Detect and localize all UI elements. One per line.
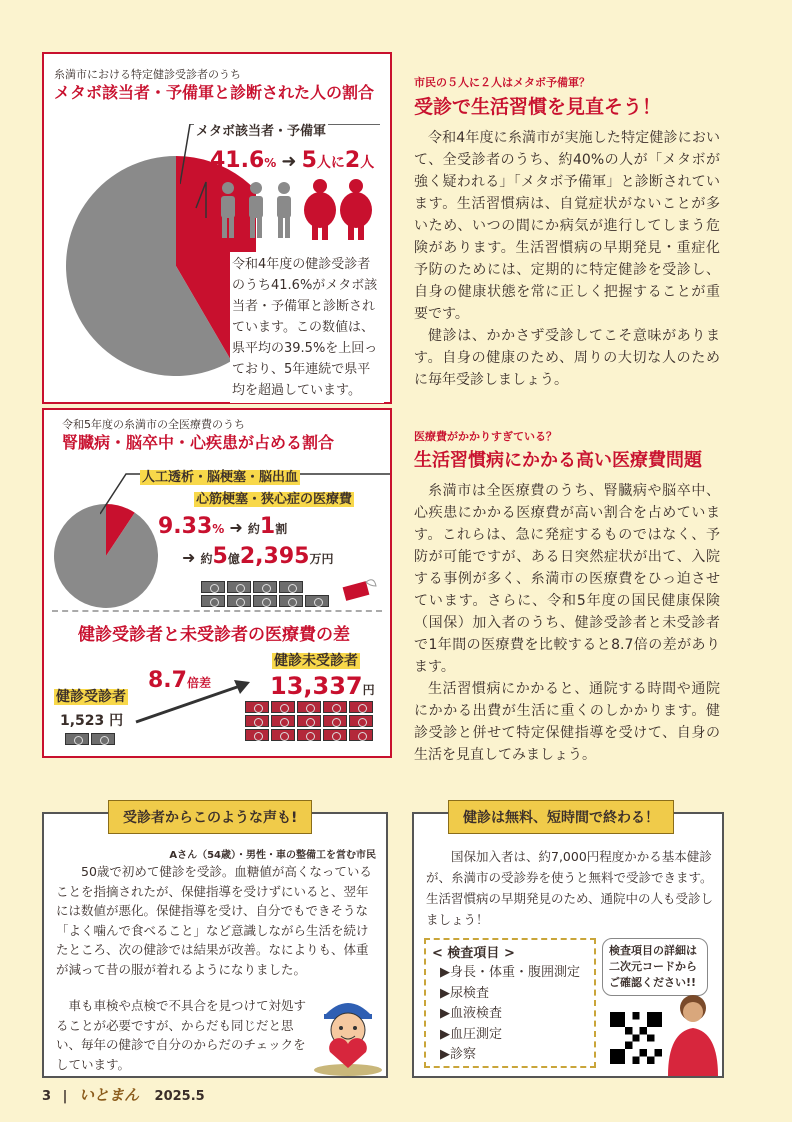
money-icons <box>200 580 340 608</box>
check-item: ▶血圧測定 <box>440 1026 502 1042</box>
bill-icon <box>349 701 373 713</box>
bill-icon <box>297 729 321 741</box>
bill-icon <box>323 715 347 727</box>
medical-stat-1 <box>158 514 287 539</box>
non-receiver-label <box>272 650 360 670</box>
section1-p1: 令和4年度に糸満市が実施した特定健診において、全受診者のうち、約40%の人が「メタボが強く疑われる」「メタボ予備軍」と診断されています。生活習慣病は、自覚症状がないことが多いため、いつの間にか病気が進行してしまう危険があります。生活習慣病の早期発見・重症化予防のためには、定期的に特定健診を受診し、自身の健康状態を常に正しく把握することが重要です。 <box>414 130 720 322</box>
page-number: 3 <box>42 1089 52 1104</box>
metabo-ratio-num2: 2 <box>344 148 361 173</box>
free-tag: 健診は無料、短時間で終わる！ <box>448 800 674 834</box>
bill-icon <box>271 701 295 713</box>
check-item: ▶血液検査 <box>440 1006 502 1021</box>
metabo-label: メタボ該当者・予備軍 <box>194 120 328 139</box>
medical-approx1-num: 1 <box>259 514 276 539</box>
section1-title: 受診で生活習慣を見直そう！ <box>414 96 662 118</box>
voice-p2: 車も車検や点検で不具合を見つけて対処することが必要ですが、からだも同じだと思い、毎年の健診で自分のからだのチェックをしています。 <box>56 998 307 1072</box>
qr-code-icon[interactable] <box>610 1012 662 1064</box>
bill-icon <box>201 595 225 607</box>
bill-icon <box>297 701 321 713</box>
bill-icon <box>271 729 295 741</box>
medical-label1-text: 人工透析・脳梗塞・脳出血 <box>142 470 299 485</box>
metabo-ratio-unit: 人 <box>360 155 375 171</box>
voice-person: Aさん（54歳）・男性・車の整備工を営む市民 <box>169 850 376 861</box>
diff-title: 健診受診者と未受診者の医療費の差 <box>78 625 350 645</box>
footer-separator: | <box>62 1089 68 1104</box>
section1 <box>414 74 720 391</box>
medical-label-2 <box>194 488 354 507</box>
free-panel <box>412 812 724 1078</box>
medical-approx1-unit: 割 <box>275 522 288 536</box>
bill-icon <box>323 729 347 741</box>
footer-date: 2025.5 <box>154 1089 205 1104</box>
metabo-percent: 41.6 <box>210 148 265 173</box>
free-p1: 国保加入者は、約7,000円程度かかる基本健診が、糸満市の受診券を使うと無料で受診できます。生活習慣病の早期発見のため、通院中の人も受診しましょう！ <box>426 849 714 927</box>
metabo-desc: 令和4年度の健診受診者のうち41.6%がメタボ該当者・予備軍と診断されています。この数値は、県平均の39.5%を上回っており、5年連続で県平均を超過しています。 <box>230 252 384 403</box>
check-item: ▶診察 <box>440 1047 476 1062</box>
bill-icon <box>297 715 321 727</box>
receive-label-text: 健診受診者 <box>56 689 126 705</box>
footer-logo: いとまん <box>78 1086 139 1104</box>
arrow-right-icon: ➜ <box>281 151 297 172</box>
medical-approx2-unit: 万円 <box>309 552 334 566</box>
non-unit: 円 <box>362 683 375 697</box>
medical-label2-text: 心筋梗塞・狭心症の医療費 <box>196 492 353 507</box>
bill-icon <box>227 581 251 593</box>
receiver-value: 1,523 円 <box>60 713 124 729</box>
medical-approx2-num1: 5 <box>212 544 228 569</box>
bill-icon <box>271 715 295 727</box>
medical-percent-unit: % <box>212 522 225 536</box>
bill-icon <box>279 595 303 607</box>
bill-icon <box>349 729 373 741</box>
bill-icon <box>253 595 277 607</box>
non-receiver-value <box>270 672 375 700</box>
section1-p2: 健診は、かかさず受診してこそ意味があります。自身の健康のため、周りの大切な人のために毎年受診しましょう。 <box>414 328 720 388</box>
medical-label-1 <box>140 466 300 485</box>
multiple-unit: 倍差 <box>186 676 211 690</box>
medical-panel <box>42 408 392 758</box>
pie-slice-1 <box>54 504 158 608</box>
section1-kicker: 市民の５人に２人はメタボ予備軍？ <box>414 76 590 89</box>
voice-tag: 受診者からこのような声も! <box>108 800 312 834</box>
metabo-ratio-num1: 5 <box>301 148 317 173</box>
medical-approx2-oku: 億 <box>227 552 240 566</box>
voice-panel <box>42 812 388 1078</box>
bill-icon <box>323 701 347 713</box>
multiple-value: 8.7 <box>148 668 187 693</box>
metabo-ratio-mid: 人に <box>316 155 345 171</box>
bill-icon <box>279 581 303 593</box>
voice-p1: 50歳で初めて健診を受診。血糖値が高くなっていることを指摘されたが、保健指導を受けずにいると、翌年には数値が悪化。保健指導を受け、自分でもできそうな「よく噛んで食べること」など意識しながら生活を続けたところ、次の健診では結果が改善。なによりも、体重が減って昔の服が着れるようになりました。 <box>56 864 372 977</box>
metabo-stat <box>210 148 374 173</box>
bill-icon <box>305 595 329 607</box>
check-items-box <box>424 938 596 1068</box>
bill-icon <box>349 715 373 727</box>
medical-approx1-pre: 約 <box>247 522 260 536</box>
check-item: ▶尿検査 <box>440 985 489 1001</box>
medical-percent: 9.33 <box>158 514 213 539</box>
metabo-panel <box>42 52 392 404</box>
qr-bubble: 検査項目の詳細は二次元コードからご確認ください!! <box>602 938 708 996</box>
receiver-label <box>54 686 128 706</box>
section2 <box>414 428 720 766</box>
people-icons <box>216 178 376 248</box>
bill-icon <box>245 729 269 741</box>
non-receiver-money-icons <box>244 700 378 742</box>
metabo-subtitle: 糸満市における特定健診受診者のうち <box>54 68 241 81</box>
mechanic-character-icon <box>310 992 386 1076</box>
receiver-money-icons <box>64 732 116 746</box>
flying-money-icon <box>338 576 378 608</box>
bill-icon <box>245 715 269 727</box>
footer <box>42 1084 205 1105</box>
metabo-percent-unit: % <box>264 156 277 170</box>
trend-arrow-icon <box>130 676 260 726</box>
section2-kicker: 医療費がかかりすぎている？ <box>414 430 557 443</box>
medical-stat-2 <box>182 544 333 569</box>
medical-approx2-pre: 約 <box>200 552 213 566</box>
metabo-title: メタボ該当者・予備軍と診断された人の割合 <box>54 83 375 102</box>
check-item: ▶身長・体重・腹囲測定 <box>440 965 580 980</box>
bill-icon <box>227 595 251 607</box>
section2-p1: 糸満市は全医療費のうち、腎臓病や脳卒中、心疾患にかかる医療費が高い割合を占めています。これらは、急に発症するものではなく、予防が可能ですが、ある日突然症状が出て、入院する事例が多く、糸満市の医療費をひっ迫させています。さらに、令和5年度の国民健康保険（国保）加入者のうち、健診受診者と未受診者で1年間の医療費を比較すると8.7倍の差があります。 <box>414 483 720 675</box>
check-items-title: < 検査項目 > <box>432 946 515 961</box>
non-label-text: 健診未受診者 <box>274 653 358 669</box>
bill-icon <box>65 733 89 745</box>
divider <box>52 610 382 612</box>
bill-icon <box>201 581 225 593</box>
section2-p2: 生活習慣病にかかると、通院する時間や通院にかかる出費が生活に重くのしかかります。健診受診と併せて特定保健指導を受けて、自身の生活を見直してみましょう。 <box>414 681 720 763</box>
medical-approx2-num2: 2,395 <box>239 544 310 569</box>
medical-title: 腎臓病・脳卒中・心疾患が占める割合 <box>62 433 335 452</box>
bill-icon <box>253 581 277 593</box>
section2-title: 生活習慣病にかかる高い医療費問題 <box>414 450 702 471</box>
arrow-right-icon: ➜ <box>229 518 243 537</box>
non-value: 13,337 <box>270 672 363 700</box>
staff-person-icon <box>662 990 724 1076</box>
bill-icon <box>91 733 115 745</box>
bill-icon <box>245 701 269 713</box>
medical-subtitle: 令和5年度の糸満市の全医療費のうち <box>62 418 245 431</box>
arrow-right-icon: ➜ <box>182 548 196 567</box>
